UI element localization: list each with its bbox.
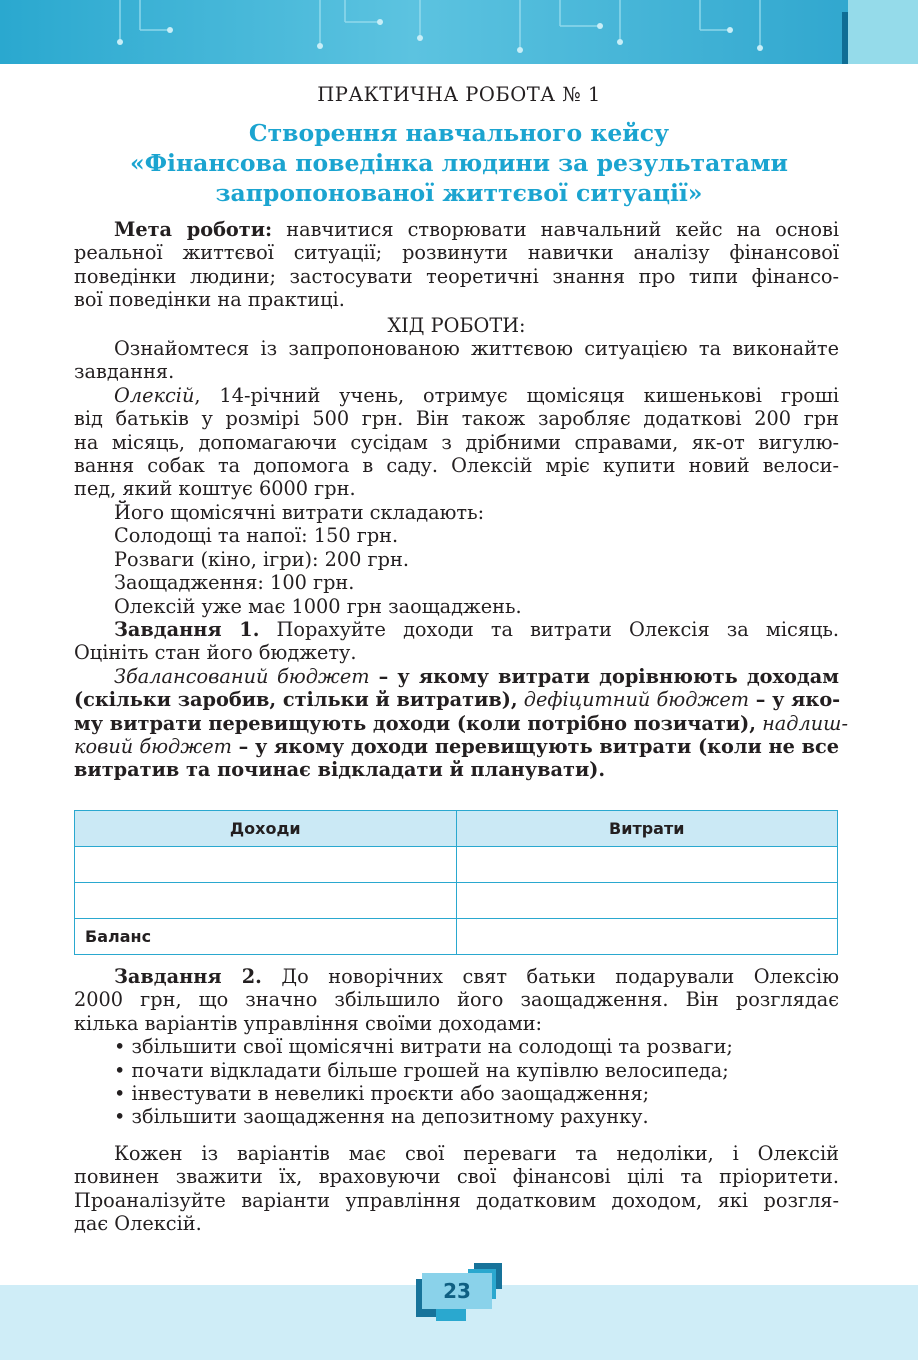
text-line: кілька варіантів управління своїми доходами:	[74, 1011, 543, 1035]
text-line: від батьків у розмірі 500 грн. Він також заробляє додаткові 200 грн	[74, 407, 839, 431]
text-line: Ознайомтеся із запропонованою життєвою ситуацією та виконайте	[114, 337, 839, 361]
text-line: 2000 грн, що значно збільшило його заощадження. Він розглядає	[74, 988, 839, 1012]
budget-table	[74, 810, 838, 955]
decor-square	[436, 1309, 466, 1321]
expense-line: Розваги (кіно, ігри): 200 грн.	[114, 547, 409, 571]
expense-line: Заощадження: 100 грн.	[114, 571, 355, 595]
table-header-row	[75, 811, 838, 847]
task2-paragraph: Завдання 2. До новорічних свят батьки подарували Олексію	[114, 965, 839, 988]
table-cell[interactable]	[456, 847, 838, 883]
list-item: • інвестувати в невеликі проєкти або заощадження;	[114, 1082, 650, 1106]
title-line: запропонованої життєвої ситуації»	[215, 179, 703, 207]
text-line: повинен зважити їх, враховуючи свої фінансові цілі та пріоритети.	[74, 1165, 839, 1189]
text-line: Оцініть стан його бюджету.	[74, 641, 357, 665]
expense-line: Олексій уже має 1000 грн заощаджень.	[114, 594, 522, 618]
text-line: вання собак та допомога в саду. Олексій мріє купити новий велоси-	[74, 454, 839, 478]
text-line: Проаналізуйте варіанти управління додатковим доходом, які розгля-	[74, 1188, 839, 1212]
page-number: 23	[422, 1273, 492, 1309]
page-number-badge	[412, 1263, 512, 1329]
main-text	[74, 218, 848, 782]
progress-heading: ХІД РОБОТИ:	[387, 313, 526, 337]
page-title	[60, 118, 858, 208]
expense-line: Солодощі та напої: 150 грн.	[114, 524, 399, 548]
expense-line: Його щомісячні витрати складають:	[114, 500, 485, 524]
table-cell[interactable]	[75, 883, 457, 919]
goal-paragraph: Мета роботи: навчитися створювати навчальний кейс на основі	[114, 218, 839, 241]
goal-label: Мета роботи:	[114, 218, 273, 241]
task1-paragraph: Завдання 1. Порахуйте доходи та витрати Олексія за місяць.	[114, 617, 839, 641]
circuit-pattern-icon	[0, 0, 860, 64]
text-line: реальної життєвої ситуації; розвинути навички аналізу фінансової	[74, 241, 839, 265]
text-line: на місяць, допомагаючи сусідам з дрібними справами, як-от вигулю-	[74, 430, 839, 454]
practical-work-label: ПРАКТИЧНА РОБОТА № 1	[317, 83, 601, 106]
text-line: завдання.	[74, 360, 175, 384]
title-line: Створення навчального кейсу	[248, 119, 670, 147]
text-line: ковий бюджет – у якому доходи перевищують витрати (коли не все	[74, 734, 840, 758]
table-cell[interactable]	[456, 883, 838, 919]
table-row	[75, 919, 838, 955]
list-item: • збільшити заощадження на депозитному рахунку.	[114, 1105, 649, 1129]
story-paragraph: Олексій, 14-річний учень, отримує щомісяця кишенькові гроші	[114, 383, 839, 407]
text-line: витратив та починає відкладати й планувати).	[74, 758, 606, 782]
text-line: му витрати перевищують доходи (коли потрібно позичати), надлиш-	[74, 711, 848, 735]
list-item: • збільшити свої щомісячні витрати на солодощі та розваги;	[114, 1035, 733, 1059]
text-line: (скільки заробив, стільки й витратив), дефіцитний бюджет – у яко-	[74, 688, 841, 712]
table-row	[75, 883, 838, 919]
text-line: поведінки людини; застосувати теоретичні знання про типи фінансо-	[74, 264, 839, 288]
table-cell[interactable]	[456, 919, 838, 955]
title-line: «Фінансова поведінка людини за результатами	[130, 149, 788, 177]
column-header-income: Доходи	[75, 811, 457, 847]
table-row	[75, 847, 838, 883]
text-line: пед, який коштує 6000 грн.	[74, 477, 356, 501]
task2-text	[74, 965, 839, 1235]
header-banner	[0, 0, 918, 64]
balance-label: Баланс	[75, 919, 457, 955]
list-item: • почати відкладати більше грошей на купівлю велосипеда;	[114, 1058, 729, 1082]
text-line: Кожен із варіантів має свої переваги та недоліки, і Олексій	[114, 1141, 839, 1165]
table-cell[interactable]	[75, 847, 457, 883]
decor-square	[848, 0, 918, 64]
column-header-expenses: Витрати	[456, 811, 838, 847]
text-line: вої поведінки на практиці.	[74, 288, 345, 312]
text-line: дає Олексій.	[74, 1212, 202, 1236]
definitions-paragraph: Збалансований бюджет – у якому витрати дорівнюють доходам	[114, 664, 839, 688]
